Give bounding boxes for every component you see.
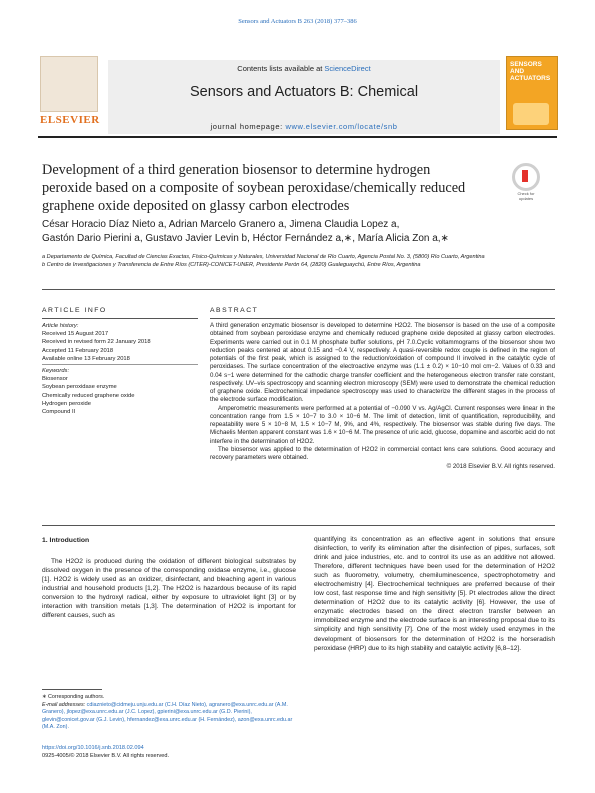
crossmark-icon bbox=[512, 163, 540, 191]
history-rule bbox=[42, 364, 198, 365]
elsevier-logo bbox=[40, 56, 102, 126]
keyword-item: Soybean peroxidase enzyme bbox=[42, 384, 117, 391]
sciencedirect-link[interactable]: ScienceDirect bbox=[324, 64, 371, 73]
article-history bbox=[42, 322, 202, 363]
cover-graphic bbox=[513, 103, 549, 125]
contents-prefix: Contents lists available at bbox=[237, 64, 325, 73]
homepage-link[interactable]: www.elsevier.com/locate/snb bbox=[285, 122, 398, 131]
publisher-wordmark: ELSEVIER bbox=[40, 114, 100, 126]
doi-link[interactable]: https://doi.org/10.1016/j.snb.2018.02.094 bbox=[42, 745, 144, 751]
journal-title: Sensors and Actuators B: Chemical bbox=[189, 84, 419, 100]
header-rule bbox=[42, 289, 555, 290]
intro-column-right: quantifying its concentration as an effective agent in solutions that ensure disinfection, to verify its elimination after the disinfection of pipes, surfaces, soft drink and juice industries, etc. and to control its use as an additive not allowed. Therefore, different techniques have been used for the determination of H2O2 such as fluorometry, volumetry, chemiluminescence, spectrophotometry and electrochemistry [4]. Electrochemical techniques are preferred because of their low cost, fast response time and high sensitivity [5]. Pt electrodes allow the direct determination of H2O2 due to its catalytic activity [6]. However, the use of enzymatic electrodes based on the direct electron transfer between an immobilized enzyme and the electrode surface is an interesting proposal due to its simplicity and high sensitivity [7]. One of the most widely used enzymes in the development of biosensors for the determination of H2O2 is the horseradish peroxidase (HRP) due to its high stability and catalytic activity [6,8–12]. bbox=[314, 536, 555, 652]
keyword-item: Chemically reduced graphene oxide bbox=[42, 392, 135, 399]
email-addresses[interactable]: cdiaznieto@cidmeju.unju.edu.ar (C.H. Díaz Nieto), agranero@exa.unrc.edu.ar (A.M. Granero), jlopez@exa.unrc.edu.ar (J.C. Lopez), gpierini@exa.unrc.edu.ar (G.D. Pierini), glevin@conicet.gov.ar (G.J. Levin), hfernandez@exa.unrc.edu.ar (H. Fernández), azon@exa.unrc.edu.ar (M.A. Zon). bbox=[42, 701, 293, 731]
received-date: Received 15 August 2017 bbox=[42, 331, 109, 338]
affiliation-b: b Centro de Investigaciones y Transferencia de Entre Ríos (CITER)-CONICET-UNER, Presidente Perón 64, (2820) Gualeguaychú, Entre Ríos, Argentina bbox=[42, 262, 421, 268]
copyright-notice: © 2018 Elsevier B.V. All rights reserved. bbox=[446, 463, 555, 471]
abstract-paragraph-1: A third generation enzymatic biosensor is developed to determine H2O2. The biosensor is based on the use of a composite obtained from soybean peroxidase enzyme and chemically reduced graphene oxide deposited at glassy carbon electrodes. Experiments were carried out in 0.1 M phosphate buffer solutions, pH 7.0.Cyclic voltammograms of the biosensor show two reduction peaks centered at about 0.15 and −0.4 V, respectively. A quasi-reversible redox couple is defined in the region of potentials of the first peak, which is assigned to the reduction/oxidation of compound II involved in the catalytic cycle of peroxidases. The surface concentration of the electroactive enzyme was (1.1 ± 0.2) × 10−10 mol cm−2. Values of 0.33 and 0.04 s−1 were determined for the cathodic charge transfer coefficient and the heterogeneous electron transfer rate constant, respectively. UV–vis spectroscopy and scanning electron microscopy (SEM) were used to demonstrate the chemical reduction of graphene oxide. Electrochemical impedance spectroscopy was used to characterize the different stages in the process of the electrode surface modification. bbox=[210, 322, 555, 404]
masthead-rule bbox=[38, 136, 557, 138]
crossmark-badge[interactable] bbox=[510, 163, 542, 203]
keyword-item: Hydrogen peroxide bbox=[42, 400, 91, 407]
accepted-date: Accepted 11 February 2018 bbox=[42, 347, 114, 354]
article-info-rule bbox=[42, 318, 198, 319]
history-label: Article history: bbox=[42, 323, 79, 329]
cover-title: SENSORS AND ACTUATORS bbox=[510, 61, 551, 82]
contents-available-line bbox=[108, 64, 500, 73]
authors-line-2: Gastón Dario Pierini a, Gustavo Javier Levin b, Héctor Fernández a,∗, María Alicia Zon a,∗ bbox=[42, 233, 449, 244]
keyword-item: Biosensor bbox=[42, 376, 68, 383]
corresponding-author-note: ∗ Corresponding authors. bbox=[42, 694, 105, 700]
article-title: Development of a third generation biosensor to determine hydrogen peroxide based on a composite of soybean peroxidase/chemically reduced graphene oxide deposited on glassy carbon electrodes bbox=[42, 162, 466, 214]
intro-column-left: The H2O2 is produced during the oxidation of different biological substrates by dissolved oxygen in the presence of the corresponding oxidase enzyme, i.e., glucose [1]. H2O2 is widely used as an oxidizer, disinfectant, and bleaching agent in various industrial and household products [1,2]. The H2O2 is hazardous because of its rapid conversion to the hydroxyl radical, either by exposure to ultraviolet light [3] or by interaction with transition metals [1,3]. The determination of H2O2 is important for different causes, such as bbox=[42, 558, 296, 620]
email-label: E-mail addresses: bbox=[42, 701, 86, 708]
section-heading-introduction: 1. Introduction bbox=[42, 537, 90, 544]
footnote-rule bbox=[42, 689, 102, 690]
abstract-end-rule bbox=[42, 525, 555, 526]
abstract-rule bbox=[210, 318, 555, 319]
abstract-paragraph-3: The biosensor was applied to the determination of H2O2 in commercial contact lens care solutions. Good accuracy and recovery parameters were obtained. bbox=[210, 445, 555, 461]
affiliation-a: a Departamento de Química, Facultad de Ciencias Exactas, Físico-Químicas y Naturales, Universidad Nacional de Río Cuarto, Agencia Postal No. 3, (5800) Río Cuarto, Argentina bbox=[42, 254, 485, 260]
abstract-paragraph-2: Amperometric measurements were performed at a potential of −0.090 V vs. Ag/AgCl. Current responses were linear in the concentration range from 1.5 × 10−7 to 3.0 × 10−6 M. The limit of detection, limit of quantification, reproducibility, and repeatability were 5 × 10−8 M, 1.5 × 10−7 M, 9%, and 4%, respectively. The biosensor was stable during five days. The Michaelis Menten apparent constant was 1.6 × 10−6 M. The presence of uric acid, glucose, dopamine and ascorbic acid do not interfere in the determination of H2O2. bbox=[210, 404, 555, 445]
keywords-label: Keywords: bbox=[42, 368, 70, 374]
article-info-heading: ARTICLE INFO bbox=[42, 307, 107, 314]
journal-citation[interactable]: Sensors and Actuators B 263 (2018) 377–386 bbox=[238, 18, 357, 25]
authors-line-1: César Horacio Díaz Nieto a, Adrian Marcelo Granero a, Jimena Claudia Lopez a, bbox=[42, 219, 400, 230]
abstract-body bbox=[210, 322, 555, 472]
abstract-heading: ABSTRACT bbox=[210, 307, 259, 314]
revised-date: Received in revised form 22 January 2018 bbox=[42, 339, 151, 346]
footnotes bbox=[42, 694, 302, 732]
journal-cover-image[interactable] bbox=[506, 56, 558, 130]
online-date: Available online 13 February 2018 bbox=[42, 355, 130, 362]
issn-line: 0925-4005/© 2018 Elsevier B.V. All rights reserved. bbox=[42, 752, 170, 759]
elsevier-tree-icon bbox=[40, 56, 98, 112]
homepage-prefix: journal homepage: bbox=[210, 122, 286, 131]
journal-homepage bbox=[108, 122, 500, 131]
keyword-item: Compound II bbox=[42, 409, 76, 416]
keywords-block bbox=[42, 367, 202, 416]
author-list bbox=[42, 218, 552, 246]
doi-block bbox=[42, 745, 302, 761]
affiliations bbox=[42, 253, 552, 269]
crossmark-label: Check for updates bbox=[517, 191, 535, 201]
